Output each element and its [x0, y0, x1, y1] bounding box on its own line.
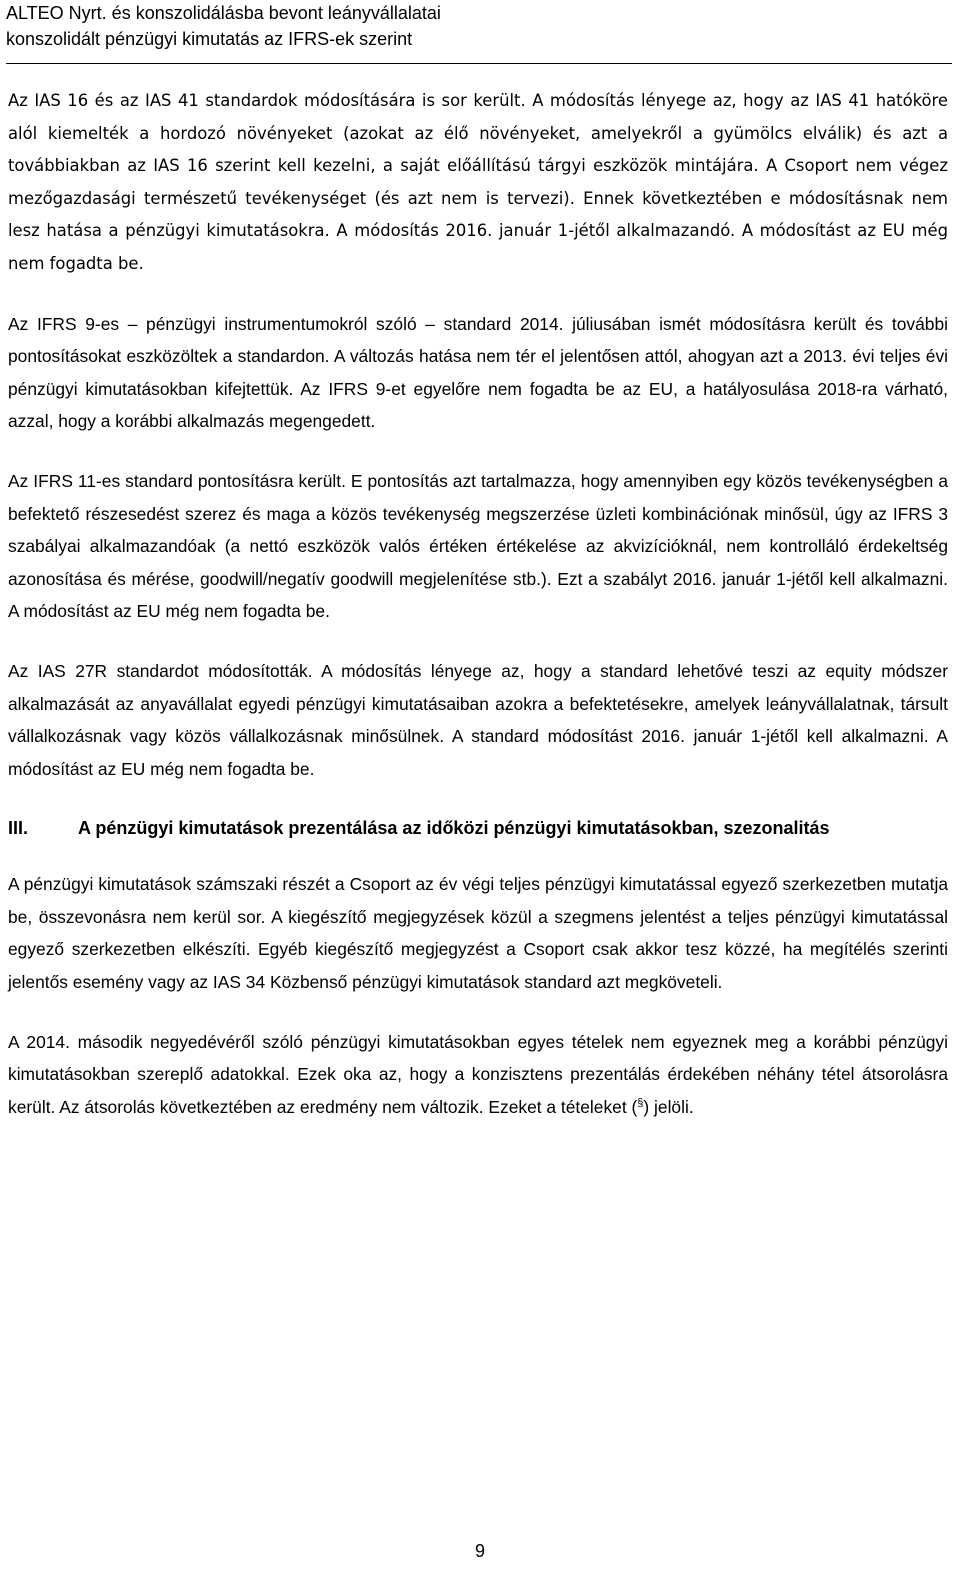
paragraph-reclassification	[8, 1026, 948, 1124]
section-number: III.	[8, 818, 29, 839]
page-number: 9	[474, 1541, 485, 1561]
paragraph-ias16-ias41: Az IAS 16 és az IAS 41 standardok módosítására is sor került. A módosítás lényege az, hogy az IAS 41 hatóköre alól kiemelték a hordozó növényeket (azokat az élő növényeket, amelyekről a gyümölcs elválik) és azt a továbbiakban az IAS 16 szerint kell kezelni, a saját előállítású tárgyi eszközök mintájára. A Csoport nem végez mezőgazdasági természetű tevékenységet (és azt nem is tervezi). Ennek következtében e módosításnak nem lesz hatása a pénzügyi kimutatásokra. A módosítás 2016. január 1-jétől alkalmazandó. A módosítást az EU még nem fogadta be.	[8, 91, 948, 273]
section-heading	[8, 812, 948, 844]
paragraph-ias27r: Az IAS 27R standardot módosították. A módosítás lényege az, hogy a standard lehetővé teszi az equity módszer alkalmazását az anyavállalat egyedi pénzügyi kimutatásaiban azokra a befektetésekre, amelyek leányvállalatnak, társult vállalkozásnak vagy közös vállalkozásnak minősülnek. A standard módosítást 2016. január 1-jétől kell alkalmazni. A módosítást az EU még nem fogadta be.	[8, 660, 948, 779]
reclass-text-before: A 2014. második negyedévéről szóló pénzügyi kimutatásokban egyes tételek nem egyeznek meg a korábbi pénzügyi kimutatásokban szereplő adatokkal. Ezek oka az, hogy a konzisztens prezentálás érdekében néhány tétel átsorolásra került. Az átsorolás következtében az eredmény nem változik. Ezeket a tételeket (	[8, 1031, 948, 1117]
page-header	[6, 0, 946, 52]
reclass-text-after: ) jelöli.	[643, 1096, 694, 1117]
paragraph-ifrs11: Az IFRS 11-es standard pontosításra került. E pontosítás azt tartalmazza, hogy amennyiben egy közös tevékenységben a befektető részesedést szerez és maga a közös tevékenység megszerzése üzleti kombinációnak minősül, úgy az IFRS 3 szabályai alkalmazandóak (a nettó eszközök valós értéken értékelése az akvizícióknál, nem kontrolláló érdekeltség azonosítása és mérése, goodwill/negatív goodwill megjelenítése stb.). Ezt a szabályt 2016. január 1-jétől kell alkalmazni. A módosítást az EU még nem fogadta be.	[8, 470, 948, 622]
header-company-line: ALTEO Nyrt. és konszolidálásba bevont leányvállalatai	[6, 3, 441, 23]
header-divider	[6, 63, 952, 64]
header-report-line: konszolidált pénzügyi kimutatás az IFRS-ek szerint	[6, 29, 413, 49]
paragraph-ifrs9: Az IFRS 9-es – pénzügyi instrumentumokról szóló – standard 2014. júliusában ismét módosításra került és további pontosításokat eszközöltek a standardon. A változás hatása nem tér el jelentősen attól, ahogyan azt a 2013. évi teljes évi pénzügyi kimutatásokban kifejtettük. Az IFRS 9-et egyelőre nem fogadta be az EU, a hatályosulása 2018-ra várható, azzal, hogy a korábbi alkalmazás megengedett.	[8, 313, 948, 432]
section-title: A pénzügyi kimutatások prezentálása az időközi pénzügyi kimutatásokban, szezonalitás	[78, 818, 830, 839]
section-mark-superscript: §	[637, 1097, 644, 1110]
paragraph-presentation: A pénzügyi kimutatások számszaki részét a Csoport az év végi teljes pénzügyi kimutatással egyező szerkezetben mutatja be, összevonásra nem kerül sor. A kiegészítő megjegyzések közül a szegmens jelentést a teljes pénzügyi kimutatással egyező szerkezetben elkészíti. Egyéb kiegészítő megjegyzést a Csoport csak akkor tesz közzé, ha megítélés szerinti jelentős esemény vagy az IAS 34 Közbenső pénzügyi kimutatások standard azt megköveteli.	[8, 874, 948, 993]
document-body	[8, 85, 948, 1150]
